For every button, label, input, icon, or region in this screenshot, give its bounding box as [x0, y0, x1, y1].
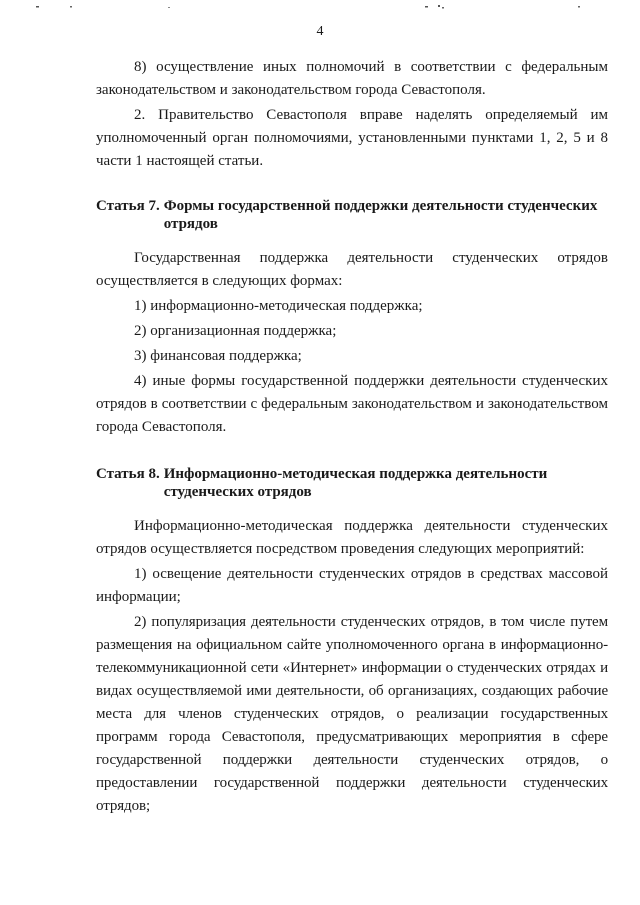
article-7-heading — [96, 197, 608, 233]
document-body — [96, 56, 608, 818]
article-7-item-3: 3) финансовая поддержка; — [134, 348, 302, 364]
article-8-item-1: 1) освещение деятельности студенческих отрядов в средствах массовой информации; — [96, 566, 608, 605]
article-7-title: Формы государственной поддержки деятельности студенческих отрядов — [163, 198, 598, 232]
article-7-intro: Государственная поддержка деятельности студенческих отрядов осуществляется в следующих формах: — [96, 250, 608, 289]
article-7-label: Статья 7. — [96, 198, 160, 214]
scan-artifact-marks — [0, 3, 640, 13]
article-8-title: Информационно-методическая поддержка деятельности студенческих отрядов — [163, 466, 548, 500]
article-8-heading — [96, 465, 608, 501]
article-8-intro: Информационно-методическая поддержка деятельности студенческих отрядов осуществляется посредством проведения следующих мероприятий: — [96, 518, 608, 557]
paragraph-item-8: 8) осуществление иных полномочий в соответствии с федеральным законодательством и законодательством города Севастополя. — [96, 59, 608, 98]
article-7-item-1: 1) информационно-методическая поддержка; — [134, 298, 423, 314]
page-number: 4 — [316, 24, 324, 39]
article-8-item-2: 2) популяризация деятельности студенческих отрядов, в том числе путем размещения на официальном сайте уполномоченного органа в информационно-телекоммуникационной сети «Интернет» информации о студенческих отрядах и видах осуществляемой ими деятельности, об организациях, создающих рабочие места для членов студенческих отрядов, о реализации государственных программ города Севастополя, предусматривающих мероприятия в сфере государственной поддержки деятельности студенческих отрядов, о предоставлении государственной поддержки деятельности студенческих отрядов; — [96, 614, 608, 814]
article-8-label: Статья 8. — [96, 466, 160, 482]
article-7-item-2: 2) организационная поддержка; — [134, 323, 337, 339]
paragraph-part-2: 2. Правительство Севастополя вправе наделять определяемый им уполномоченный орган полномочиями, установленными пунктами 1, 2, 5 и 8 части 1 настоящей статьи. — [96, 107, 608, 169]
article-7-item-4: 4) иные формы государственной поддержки деятельности студенческих отрядов в соответствии с федеральным законодательством и законодательством города Севастополя. — [96, 373, 608, 435]
